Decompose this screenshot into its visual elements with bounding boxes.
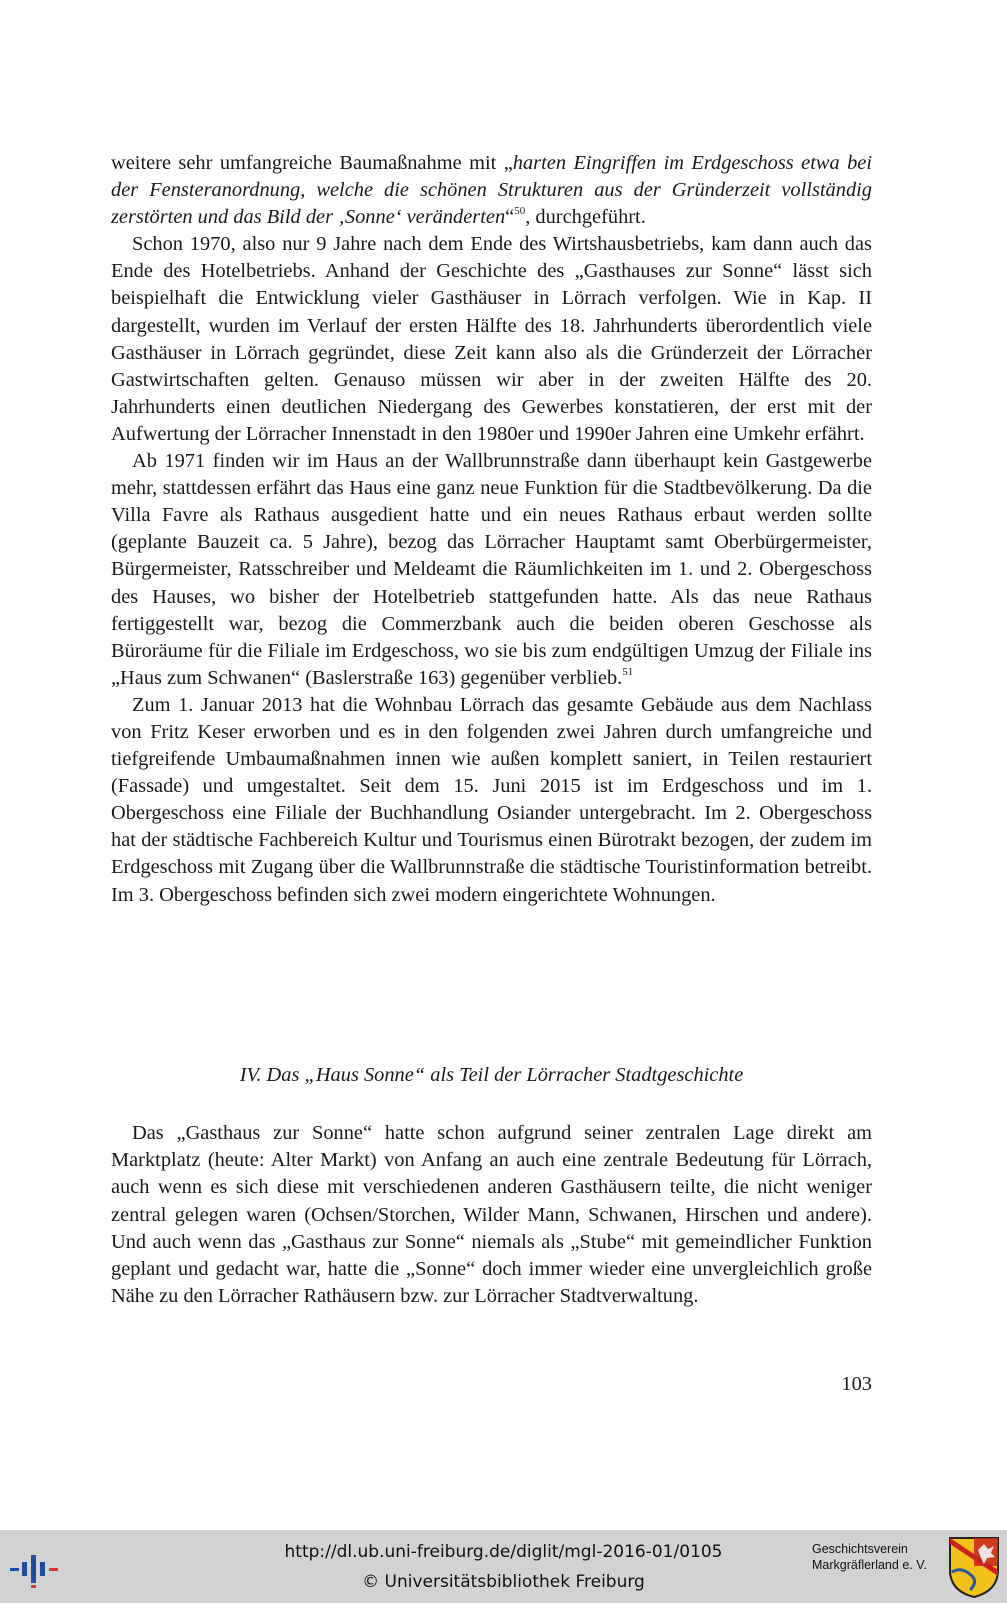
paragraph-4: Zum 1. Januar 2013 hat die Wohnbau Lörrach das gesamte Gebäude aus dem Nachlass von Fritz Keser erworben und es in den folgenden zwei Jahren durch umfangreiche und tiefgreifende Umbaumaßnahmen innen wie außen komplett saniert, in Teilen restauriert (Fassade) und umgestaltet. Seit dem 15. Juni 2015 ist im Erdgeschoss und im 1. Obergeschoss eine Filiale der Buchhandlung Osiander untergebracht. Im 2. Obergeschoss hat der städtische Fachbereich Kultur und Tourismus einen Bürotrakt bezogen, der zudem im Erdgeschoss mit Zugang über die Wallbrunnstraße die städtische Touristinformation betreibt. Im 3. Obergeschoss befinden sich zwei modern eingerichtete Wohnungen. bbox=[111, 693, 872, 906]
paragraph-1: weitere sehr umfangreiche Baumaßnahme mit „harten Eingriffen im Erdgeschoss etwa bei der Fensteranordnung, welche die schönen Strukturen aus der Gründerzeit vollständig zerstörten und das Bild der ‚Sonne‘ veränderten“$^{50}$, durchgeführt. bbox=[111, 152, 873, 229]
coat-of-arms-icon bbox=[948, 1536, 1000, 1599]
footnote-ref-50[interactable]: 50 bbox=[514, 205, 526, 218]
society-name bbox=[812, 1541, 937, 1573]
page-number: 103 bbox=[841, 1373, 872, 1395]
body-text bbox=[111, 150, 872, 909]
society-line-2: Markgräflerland e. V. bbox=[812, 1558, 927, 1572]
paragraph-2: Schon 1970, also nur 9 Jahre nach dem Ende des Wirtshausbetriebs, kam dann auch das Ende des Hotelbetriebs. Anhand der Geschichte des „Gasthauses zur Sonne“ lässt sich beispielhaft die Entwicklung vieler Gasthäuser in Lörrach verfolgen. Wie in Kap. II dargestellt, wurden im Verlauf der ersten Hälfte des 18. Jahrhunderts überordentlich viele Gasthäuser in Lörrach gegründet, diese Zeit kann also als die Gründerzeit der Lörracher Gastwirtschaften gelten. Genauso müssen wir aber in der zweiten Hälfte des 20. Jahrhunderts einen deutlichen Niedergang des Gewerbes konstatieren, der erst mit der Aufwertung der Lörracher Innenstadt in den 1980er und 1990er Jahren eine Umkehr erfährt. bbox=[111, 233, 872, 445]
society-line-1: Geschichtsverein bbox=[812, 1542, 908, 1556]
section-body bbox=[111, 1120, 872, 1310]
copyright-notice: © Universitätsbibliothek Freiburg bbox=[362, 1572, 645, 1592]
source-url-link[interactable]: http://dl.ub.uni-freiburg.de/diglit/mgl-2016-01/0105 bbox=[284, 1542, 723, 1562]
footnote-ref-51[interactable]: 51 bbox=[622, 665, 634, 678]
paragraph-3: Ab 1971 finden wir im Haus an der Wallbrunnstraße dann überhaupt kein Gastgewerbe mehr, stattdessen erfährt das Haus eine ganz neue Funktion für die Stadtbevölkerung. Da die Villa Favre als Rathaus ausgedient hatte und ein neues Rathaus erbaut werden sollte (geplante Bauzeit ca. 5 Jahre), bezog das Lörracher Hauptamt samt Oberbürgermeister, Bürgermeister, Ratsschreiber und Meldeamt die Räumlichkeiten im 1. und 2. Obergeschoss des Hauses, wo bisher der Hotelbetrieb stattgefunden hatte. Als das neue Rathaus fertiggestellt war, bezog die Commerzbank auch die beiden oberen Geschosse als Büroräume für die Filiale im Erdgeschoss, wo sie bis zum endgültigen Umzug der Filiale ins „Haus zum Schwanen“ (Baslerstraße 163) gegenüber verblieb.$^{51}$ bbox=[111, 450, 872, 689]
paragraph-5: Das „Gasthaus zur Sonne“ hatte schon aufgrund seiner zentralen Lage direkt am Marktplatz (heute: Alter Markt) von Anfang an auch eine zentrale Bedeutung für Lörrach, auch wenn es sich diese mit verschiedenen anderen Gasthäusern teilte, die nicht weniger zentral gelegen waren (Ochsen/Storchen, Wilder Mann, Schwanen, Hirschen und andere). Und auch wenn das „Gasthaus zur Sonne“ niemals als „Stube“ mit gemeindlicher Funktion geplant und gedacht war, hatte die „Sonne“ doch immer wieder eine unvergleichlich große Nähe zu den Lörracher Rathäusern bzw. zur Lörracher Stadtverwaltung. bbox=[111, 1122, 872, 1308]
section-heading: IV. Das „Haus Sonne“ als Teil der Lörracher Stadtgeschichte bbox=[239, 1064, 744, 1086]
